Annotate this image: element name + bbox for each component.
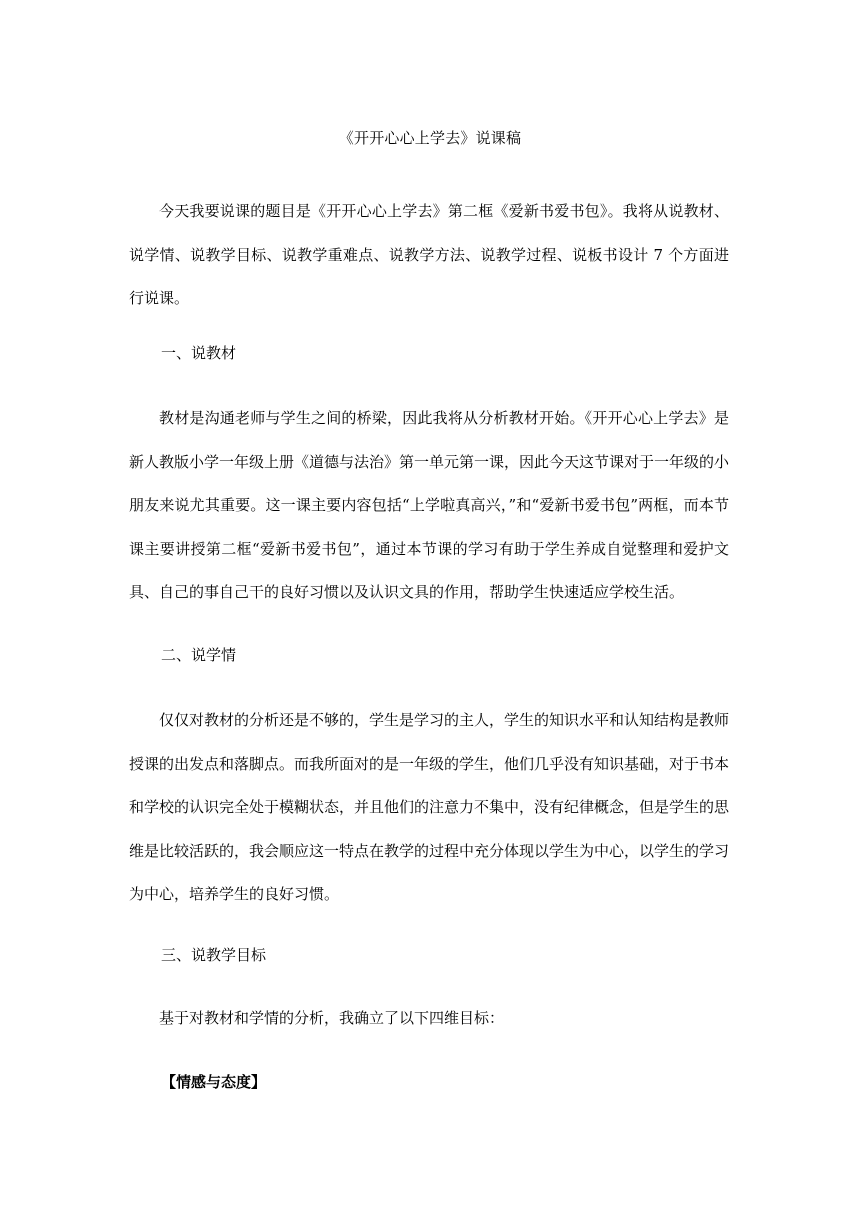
subheading-emotion-attitude: 【情感与态度】 bbox=[161, 1073, 267, 1091]
textbook-paragraph: 教材是沟通老师与学生之间的桥梁，因此我将从分析教材开始。《开开心心上学去》是新人教版小学一年级上册《道德与法治》第一单元第一课，因此今天这节课对于一年级的小朋友来说尤其重要。这一课主要内容包括“上学啦真高兴，”和“爱新书爱书包”两框，而本节课主要讲授第二框“爱新书爱书包”，通过本节课的学习有助于学生养成自觉整理和爱护文具、自己的事自己干的良好习惯以及认识文具的作用，帮助学生快速适应学校生活。 bbox=[129, 409, 730, 601]
learner-paragraph: 仅仅对教材的分析还是不够的，学生是学习的主人，学生的知识水平和认知结构是教师授课的出发点和落脚点。而我所面对的是一年级的学生，他们几乎没有知识基础，对于书本和学校的认识完全处于模糊状态，并且他们的注意力不集中，没有纪律概念，但是学生的思维是比较活跃的，我会顺应这一特点在教学的过程中充分体现以学生为中心，以学生的学习为中心，培养学生的良好习惯。 bbox=[129, 711, 730, 903]
document-title: 《开开心心上学去》说课稿 bbox=[338, 129, 522, 147]
intro-paragraph: 今天我要说课的题目是《开开心心上学去》第二框《爱新书爱书包》。我将从说教材、说学情、说教学目标、说教学重难点、说教学方法、说教学过程、说板书设计 7 个方面进行说课。 bbox=[129, 202, 729, 307]
section-heading-learner: 二、说学情 bbox=[161, 646, 237, 664]
section-heading-objectives: 三、说教学目标 bbox=[161, 946, 267, 964]
section-heading-textbook: 一、说教材 bbox=[161, 344, 237, 362]
objectives-paragraph: 基于对教材和学情的分析，我确立了以下四维目标： bbox=[159, 1009, 505, 1027]
